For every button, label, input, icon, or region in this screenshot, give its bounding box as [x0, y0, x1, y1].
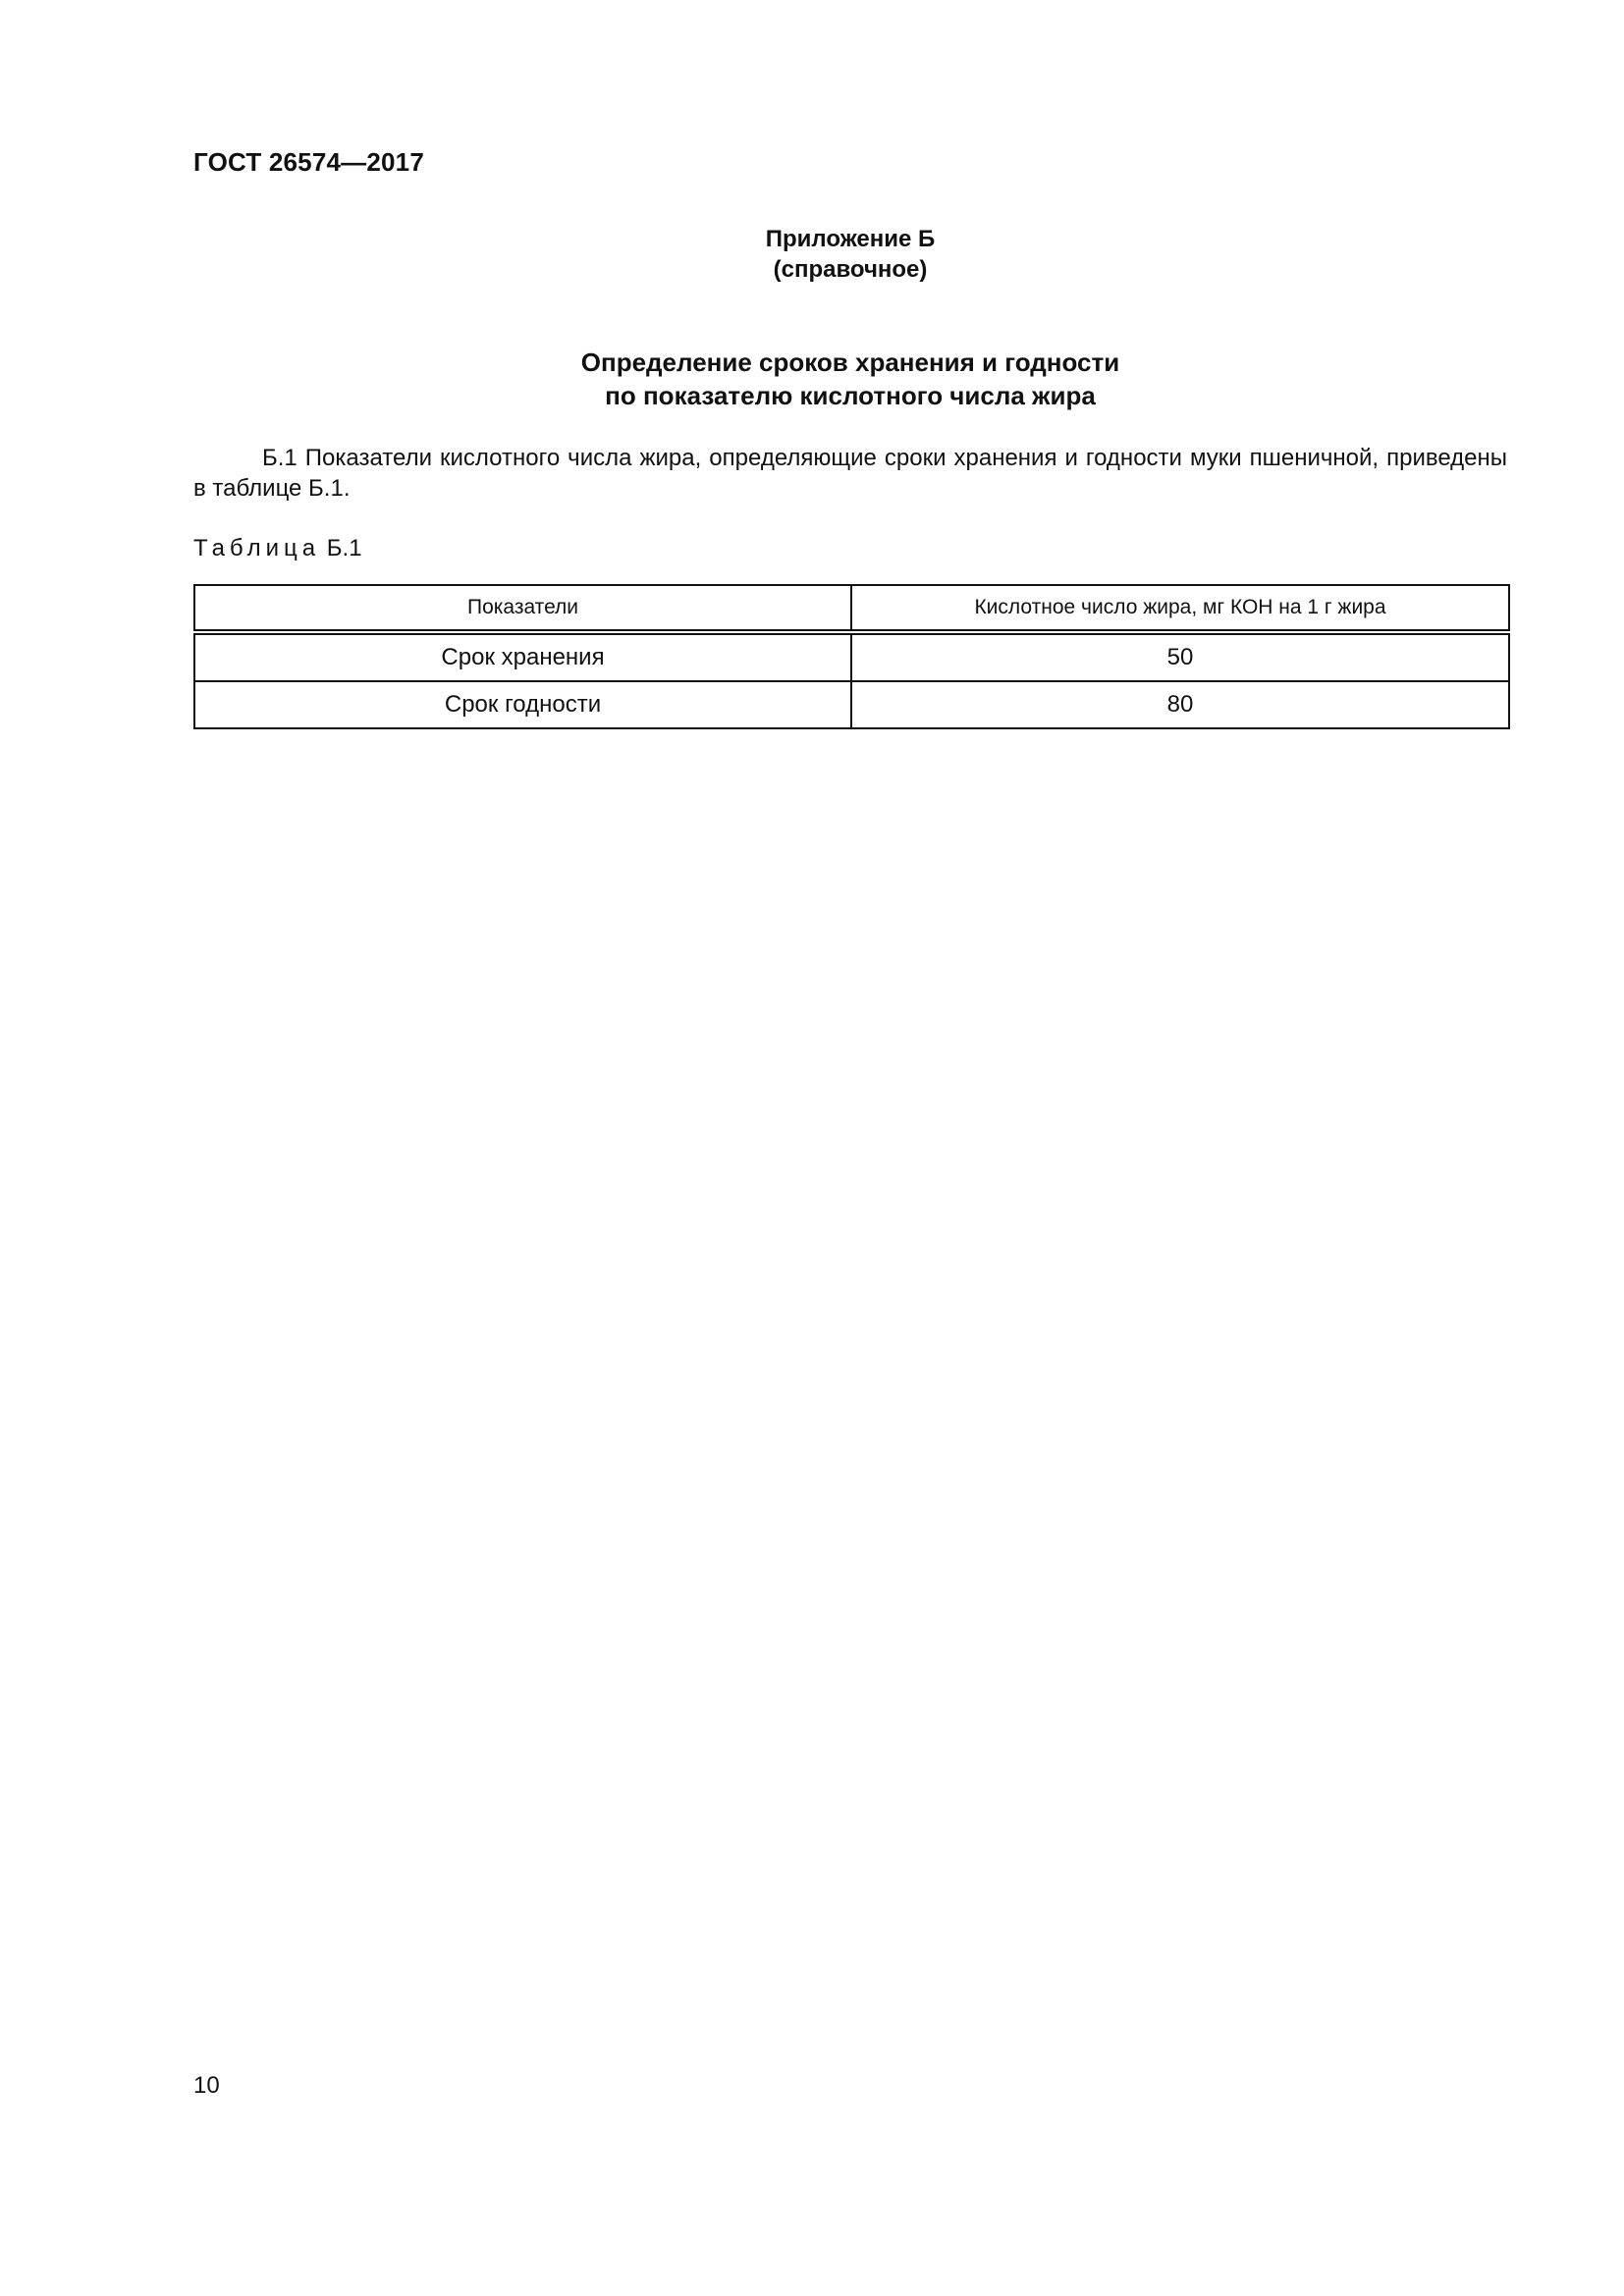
table-cell: Срок годности [194, 681, 851, 728]
appendix-heading [193, 224, 1507, 285]
table-cell: 80 [851, 681, 1509, 728]
table-cell: 50 [851, 632, 1509, 681]
appendix-type: (справочное) [773, 256, 928, 283]
table-header-cell: Показатели [194, 585, 851, 632]
table-row [194, 632, 1509, 681]
body-paragraph: Б.1 Показатели кислотного числа жира, определяющие сроки хранения и годности муки пшеничной, приведены в таблице Б.1. [193, 445, 1507, 502]
table-caption-word: Таблица [193, 535, 321, 561]
appendix-title: Приложение Б [765, 226, 936, 252]
section-title-line-1: Определение сроков хранения и годности [580, 347, 1120, 377]
page-number: 10 [193, 2072, 220, 2099]
table-header-cell: Кислотное число жира, мг КОН на 1 г жира [851, 585, 1509, 632]
table-header-row [194, 585, 1509, 632]
table-caption [193, 535, 362, 562]
section-title-line-2: по показателю кислотного числа жира [605, 381, 1096, 410]
table-row [194, 681, 1509, 728]
section-title [193, 346, 1507, 412]
document-code: ГОСТ 26574—2017 [193, 147, 424, 177]
table-cell: Срок хранения [194, 632, 851, 681]
data-table [193, 584, 1510, 729]
table-caption-number: Б.1 [326, 535, 362, 561]
